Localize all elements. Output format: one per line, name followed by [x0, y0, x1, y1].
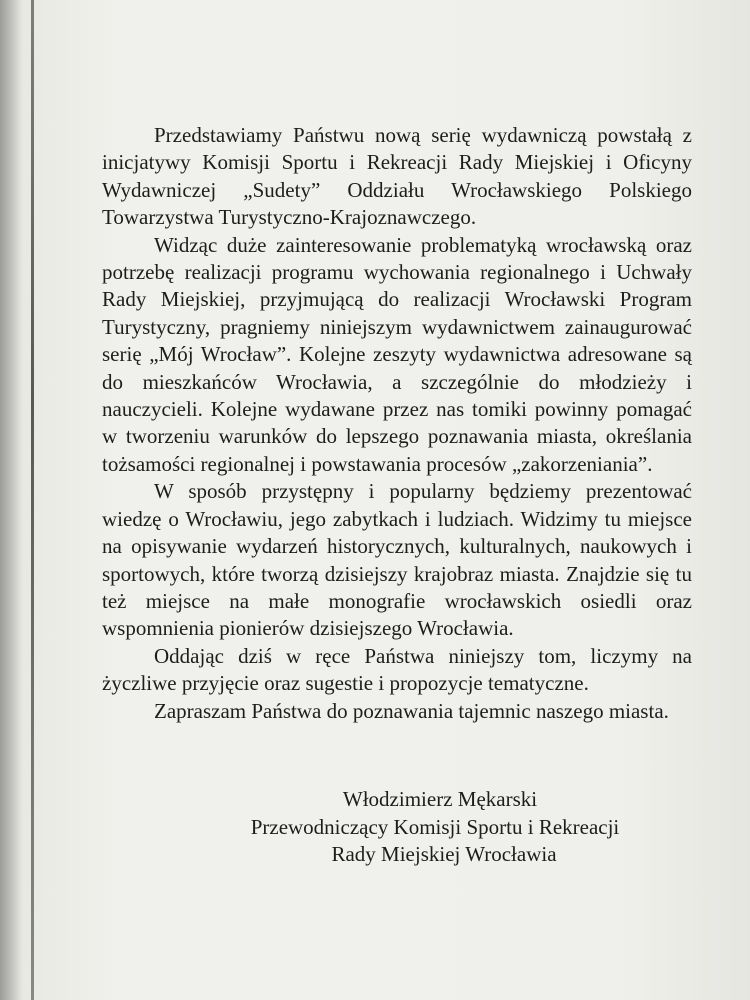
- book-spine-edge: [31, 0, 34, 1000]
- foreword-text: [102, 122, 692, 725]
- signature-block: [150, 786, 710, 869]
- paragraph-2: Widząc duże zainteresowanie problematyką wrocławską oraz potrzebę realizacji programu wychowania regionalnego i Uchwały Rady Miejskiej, przyjmującą do realizacji Wrocławski Program Turystyczny, pragniemy niniejszym wydawnictwem zainaugurować serię „Mój Wrocław”. Kolejne zeszyty wydawnictwa adresowane są do mieszkańców Wrocławia, a szczególnie do młodzieży i nauczycieli. Kolejne wydawane przez nas tomiki powinny pomagać w tworzeniu warunków do lepszego poznawania miasta, określania tożsamości regionalnej i powstawania procesów „zakorzeniania”.: [102, 232, 692, 476]
- signature-organization: Rady Miejskiej Wrocławia: [331, 842, 557, 866]
- paragraph-5: Zapraszam Państwa do poznawania tajemnic naszego miasta.: [154, 698, 669, 723]
- paragraph-1: Przedstawiamy Państwu nową serię wydawniczą powstałą z inicjatywy Komisji Sportu i Rekreacji Rady Miejskiej i Oficyny Wydawniczej „Sudety” Oddziału Wrocławskiego Polskiego Towarzystwa Turystyczno-Krajoznawczego.: [102, 123, 692, 230]
- signature-title: Przewodniczący Komisji Sportu i Rekreacji: [250, 814, 620, 839]
- paragraph-3: W sposób przystępny i popularny będziemy prezentować wiedzę o Wrocławiu, jego zabytkach i ludziach. Widzimy tu miejsce na opisywanie wydarzeń historycznych, kulturalnych, naukowych i sportowych, które tworzą dzisiejszy krajobraz miasta. Znajdzie się tu też miejsce na małe monografie wrocławskich osiedli oraz wspomnienia pionierów dzisiejszego Wrocławia.: [102, 479, 692, 641]
- book-spine-shadow: [0, 0, 22, 1000]
- signature-name: Włodzimierz Mękarski: [342, 787, 538, 811]
- paragraph-4: Oddając dziś w ręce Państwa niniejszy tom, liczymy na życzliwe przyjęcie oraz sugestie i propozycje tematyczne.: [102, 643, 692, 696]
